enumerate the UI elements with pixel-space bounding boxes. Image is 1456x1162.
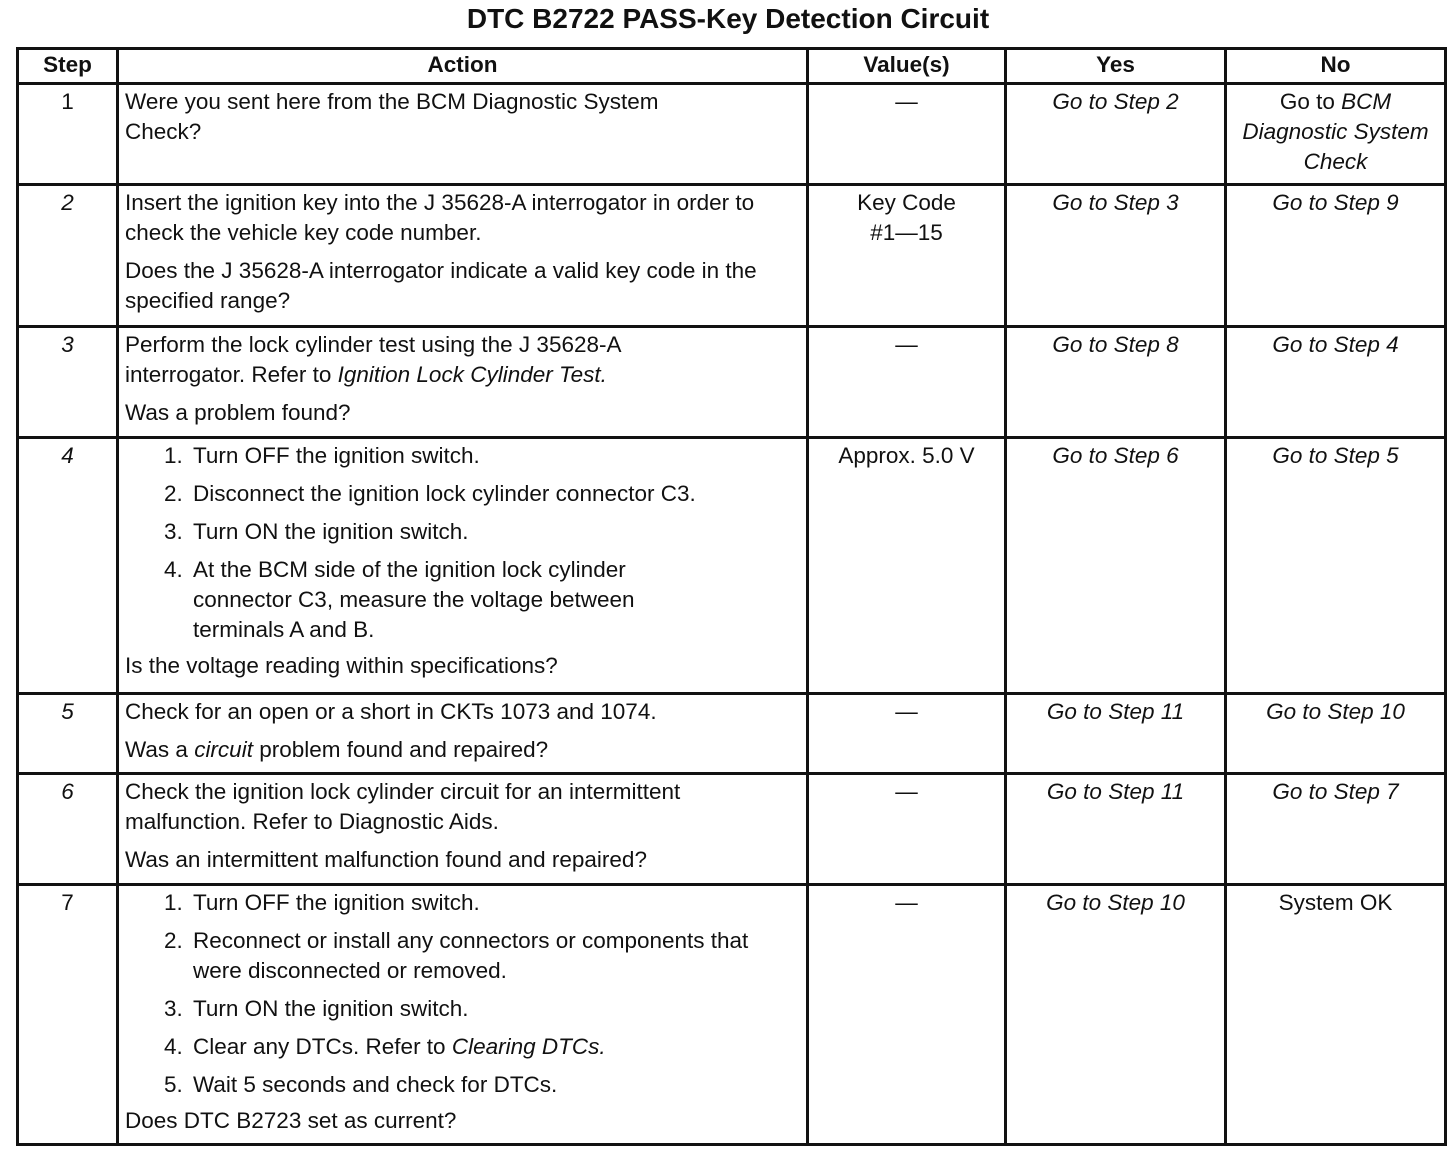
procedure-step: 2. Reconnect or install any connectors or components that were disconnected or removed.	[189, 926, 793, 986]
action-question: Was an intermittent malfunction found and repaired?	[125, 847, 647, 872]
table-row	[18, 438, 1446, 694]
action-q-suffix: problem found and repaired?	[252, 737, 549, 762]
procedure-step: 1. Turn OFF the ignition switch.	[189, 888, 800, 918]
yes-cell: Go to Step 8	[1006, 327, 1226, 438]
procedure-list	[125, 888, 800, 1100]
step-number: 5	[18, 694, 118, 774]
table-row	[18, 185, 1446, 327]
action-cell	[118, 438, 808, 694]
no-link: BCM Diagnostic System Check	[1242, 89, 1429, 174]
value-line: Key Code	[857, 190, 956, 215]
action-text	[125, 330, 725, 390]
no-cell: Go to Step 4	[1226, 327, 1446, 438]
action-cell	[118, 885, 808, 1145]
action-question: Does DTC B2723 set as current?	[125, 1108, 457, 1133]
header-yes: Yes	[1006, 49, 1226, 84]
table-header-row	[18, 49, 1446, 84]
header-no: No	[1226, 49, 1446, 84]
action-text: Insert the ignition key into the J 35628-A interrogator in order to check the vehicle key code number.	[125, 190, 755, 245]
header-values: Value(s)	[808, 49, 1006, 84]
value-cell: —	[808, 327, 1006, 438]
step-number: 3	[18, 327, 118, 438]
no-cell: System OK	[1226, 885, 1446, 1145]
action-q-italic: circuit	[194, 737, 253, 762]
table-row	[18, 694, 1446, 774]
value-cell: —	[808, 694, 1006, 774]
table-row	[18, 774, 1446, 885]
value-cell: —	[808, 885, 1006, 1145]
procedure-step-link: Clearing DTCs.	[451, 1034, 606, 1059]
value-cell: Approx. 5.0 V	[808, 438, 1006, 694]
action-question: Was a problem found?	[125, 400, 351, 425]
action-q-prefix: Was a	[125, 737, 195, 762]
action-cell	[118, 327, 808, 438]
step-number: 4	[18, 438, 118, 694]
value-line: #1—15	[870, 220, 943, 245]
procedure-list	[125, 441, 800, 645]
value-cell	[808, 185, 1006, 327]
procedure-step: 1. Turn OFF the ignition switch.	[189, 441, 800, 471]
procedure-step: 3. Turn ON the ignition switch.	[189, 994, 800, 1024]
no-cell: Go to Step 9	[1226, 185, 1446, 327]
header-step: Step	[18, 49, 118, 84]
action-cell	[118, 694, 808, 774]
yes-cell: Go to Step 11	[1006, 774, 1226, 885]
yes-cell: Go to Step 11	[1006, 694, 1226, 774]
table-row	[18, 327, 1446, 438]
yes-cell: Go to Step 6	[1006, 438, 1226, 694]
procedure-step	[189, 1032, 800, 1062]
page-title: DTC B2722 PASS-Key Detection Circuit	[466, 3, 990, 34]
step-number: 7	[18, 885, 118, 1145]
step-number: 6	[18, 774, 118, 885]
yes-cell: Go to Step 3	[1006, 185, 1226, 327]
yes-cell: Go to Step 2	[1006, 84, 1226, 185]
procedure-step: 4. At the BCM side of the ignition lock cylinder connector C3, measure the voltage between terminals A and B.	[189, 555, 713, 645]
action-text-prefix: Perform the lock cylinder test using the J 35628-A interrogator. Refer to	[125, 332, 621, 387]
table-row	[18, 84, 1446, 185]
header-action: Action	[118, 49, 808, 84]
action-text: Check the ignition lock cylinder circuit for an intermittent malfunction. Refer to Diagnostic Aids.	[125, 779, 681, 834]
no-cell: Go to Step 10	[1226, 694, 1446, 774]
action-question	[125, 735, 800, 765]
no-cell	[1226, 84, 1446, 185]
procedure-step: 3. Turn ON the ignition switch.	[189, 517, 800, 547]
no-cell: Go to Step 7	[1226, 774, 1446, 885]
no-prefix: Go to	[1279, 89, 1342, 114]
action-cell	[118, 185, 808, 327]
value-cell: —	[808, 774, 1006, 885]
action-cell	[118, 774, 808, 885]
step-number: 2	[18, 185, 118, 327]
no-cell: Go to Step 5	[1226, 438, 1446, 694]
value-cell: —	[808, 84, 1006, 185]
action-cell	[118, 84, 808, 185]
yes-cell: Go to Step 10	[1006, 885, 1226, 1145]
step-number: 1	[18, 84, 118, 185]
procedure-step-prefix: Clear any DTCs. Refer to	[193, 1034, 452, 1059]
procedure-step: 2. Disconnect the ignition lock cylinder connector C3.	[189, 479, 800, 509]
action-text: Check for an open or a short in CKTs 1073 and 1074.	[125, 699, 657, 724]
action-link: Ignition Lock Cylinder Test.	[337, 362, 607, 387]
diagnostic-table	[16, 47, 1447, 1146]
action-text: Were you sent here from the BCM Diagnostic System Check?	[125, 89, 659, 144]
action-question: Does the J 35628-A interrogator indicate a valid key code in the specified range?	[125, 258, 757, 313]
procedure-step: 5. Wait 5 seconds and check for DTCs.	[189, 1070, 800, 1100]
table-row	[18, 885, 1446, 1145]
action-question: Is the voltage reading within specifications?	[125, 653, 558, 678]
